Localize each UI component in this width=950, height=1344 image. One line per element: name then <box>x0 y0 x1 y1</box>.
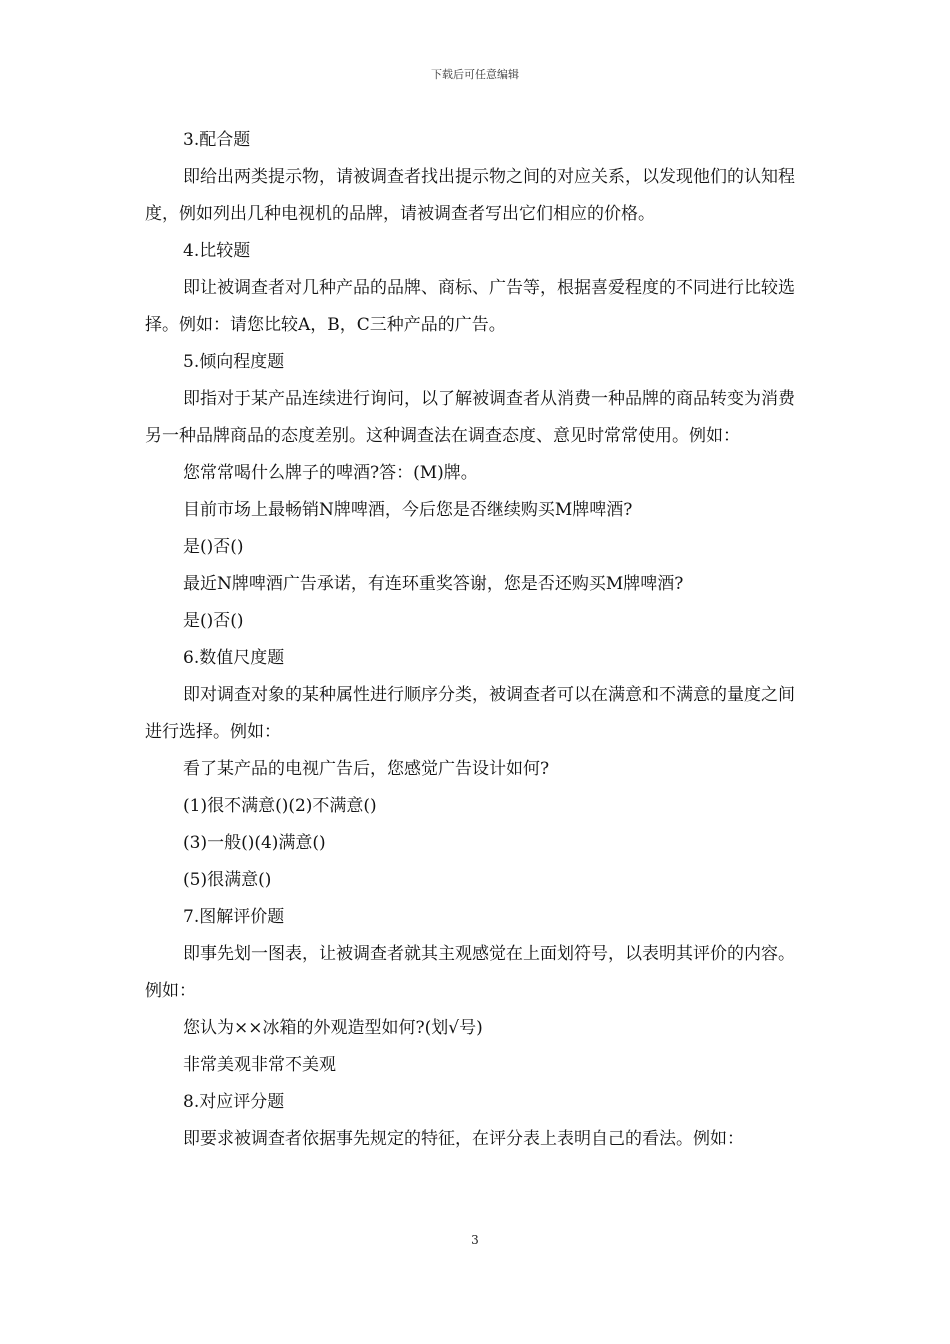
heading-comparison-question: 4.比较题 <box>183 241 251 261</box>
paragraph: 即事先划一图表，让被调查者就其主观感觉在上面划符号，以表明其评价的内容。例如： <box>145 944 795 1001</box>
example-line: (1)很不满意()(2)不满意() <box>183 796 377 816</box>
paragraph: 即给出两类提示物，请被调查者找出提示物之间的对应关系，以发现他们的认知程度，例如列出几种电视机的品牌，请被调查者写出它们相应的价格。 <box>145 167 795 224</box>
page-header: 下载后可任意编辑 <box>431 68 519 81</box>
example-line: 您认为××冰箱的外观造型如何?(划√号) <box>183 1018 483 1038</box>
example-line: 是()否() <box>183 537 244 557</box>
example-line: 您常常喝什么牌子的啤酒?答：(M)牌。 <box>183 463 478 483</box>
heading-corresponding-score-question: 8.对应评分题 <box>183 1092 285 1112</box>
heading-graphic-rating-question: 7.图解评价题 <box>183 907 285 927</box>
example-line: 是()否() <box>183 611 244 631</box>
example-line: 目前市场上最畅销N牌啤酒，今后您是否继续购买M牌啤酒? <box>183 500 633 520</box>
heading-matching-question: 3.配合题 <box>183 130 251 150</box>
paragraph: 即要求被调查者依据事先规定的特征，在评分表上表明自己的看法。例如： <box>183 1129 744 1149</box>
heading-tendency-question: 5.倾向程度题 <box>183 352 285 372</box>
paragraph: 即对调查对象的某种属性进行顺序分类，被调查者可以在满意和不满意的量度之间进行选择。例如： <box>145 685 795 742</box>
example-line: (3)一般()(4)满意() <box>183 833 326 853</box>
paragraph: 即指对于某产品连续进行询问，以了解被调查者从消费一种品牌的商品转变为消费另一种品牌商品的态度差别。这种调查法在调查态度、意见时常常使用。例如： <box>145 389 795 446</box>
page-number: 3 <box>471 1233 479 1247</box>
example-line: 非常美观非常不美观 <box>183 1055 336 1075</box>
paragraph: 即让被调查者对几种产品的品牌、商标、广告等，根据喜爱程度的不同进行比较选择。例如：请您比较A，B，C三种产品的广告。 <box>145 278 795 335</box>
example-line: 看了某产品的电视广告后，您感觉广告设计如何? <box>183 759 550 779</box>
document-body <box>145 122 810 1158</box>
heading-numeric-scale-question: 6.数值尺度题 <box>183 648 285 668</box>
example-line: (5)很满意() <box>183 870 272 890</box>
example-line: 最近N牌啤酒广告承诺，有连环重奖答谢，您是否还购买M牌啤酒? <box>183 574 684 594</box>
